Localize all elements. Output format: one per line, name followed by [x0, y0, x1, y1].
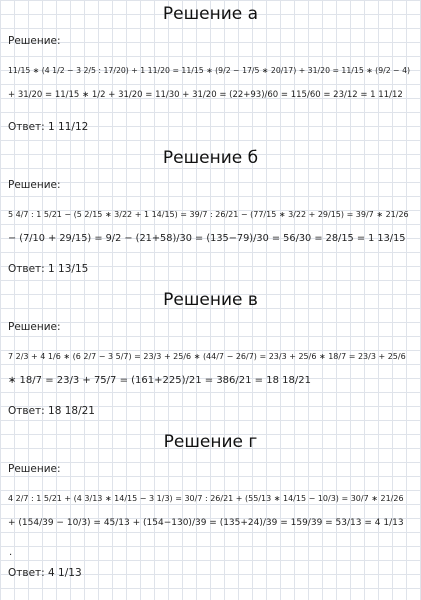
section-b-heading: Решение б — [162, 148, 259, 168]
section-d-heading: Решение г — [163, 432, 258, 452]
section-b-answer: Ответ: 1 13/15 — [8, 263, 89, 275]
section-a-line-2: + 31/20 = 11/15 ∗ 1/2 + 31/20 = 11/30 + 31/20 = (22+93)/60 = 115/60 = 23/12 = 1 11/12 — [8, 90, 403, 100]
section-b-line-1: 5 4/7 : 1 5/21 − (5 2/15 ∗ 3/22 + 1 14/15) = 39/7 : 26/21 − (77/15 ∗ 3/22 + 29/15) = 39/7 ∗ 21/26 — [8, 210, 409, 219]
section-b-line-2: − (7/10 + 29/15) = 9/2 − (21+58)/30 = (135−79)/30 = 56/30 = 28/15 = 1 13/15 — [8, 233, 406, 244]
section-c-heading: Решение в — [163, 290, 258, 310]
section-a-label: Решение: — [8, 35, 61, 47]
section-c-label: Решение: — [8, 321, 61, 333]
section-a-answer: Ответ: 1 11/12 — [8, 121, 89, 133]
section-b-label: Решение: — [8, 179, 61, 191]
section-c-line-1: 7 2/3 + 4 1/6 ∗ (6 2/7 − 3 5/7) = 23/3 + 25/6 ∗ (44/7 − 26/7) = 23/3 + 25/6 ∗ 18/7 = 23/3 + 25/6 — [8, 352, 406, 361]
section-a-line-1: 11/15 ∗ (4 1/2 − 3 2/5 : 17/20) + 1 11/20 = 11/15 ∗ (9/2 − 17/5 ∗ 20/17) + 31/20 = 11/15 ∗ (9/2 − 4) — [8, 66, 411, 75]
section-a-heading: Решение а — [162, 4, 259, 24]
section-d-answer: Ответ: 4 1/13 — [8, 567, 82, 579]
section-d-label: Решение: — [8, 463, 61, 475]
section-c-line-2: ∗ 18/7 = 23/3 + 75/7 = (161+225)/21 = 386/21 = 18 18/21 — [8, 375, 311, 386]
section-c-answer: Ответ: 18 18/21 — [8, 405, 95, 417]
section-d-dot: . — [9, 547, 13, 558]
section-d-line-1: 4 2/7 : 1 5/21 + (4 3/13 ∗ 14/15 − 3 1/3) = 30/7 : 26/21 + (55/13 ∗ 14/15 − 10/3) = 30/7 ∗ 21/26 — [8, 494, 404, 503]
section-d-line-2: + (154/39 − 10/3) = 45/13 + (154−130)/39 = (135+24)/39 = 159/39 = 53/13 = 4 1/13 — [8, 518, 404, 528]
